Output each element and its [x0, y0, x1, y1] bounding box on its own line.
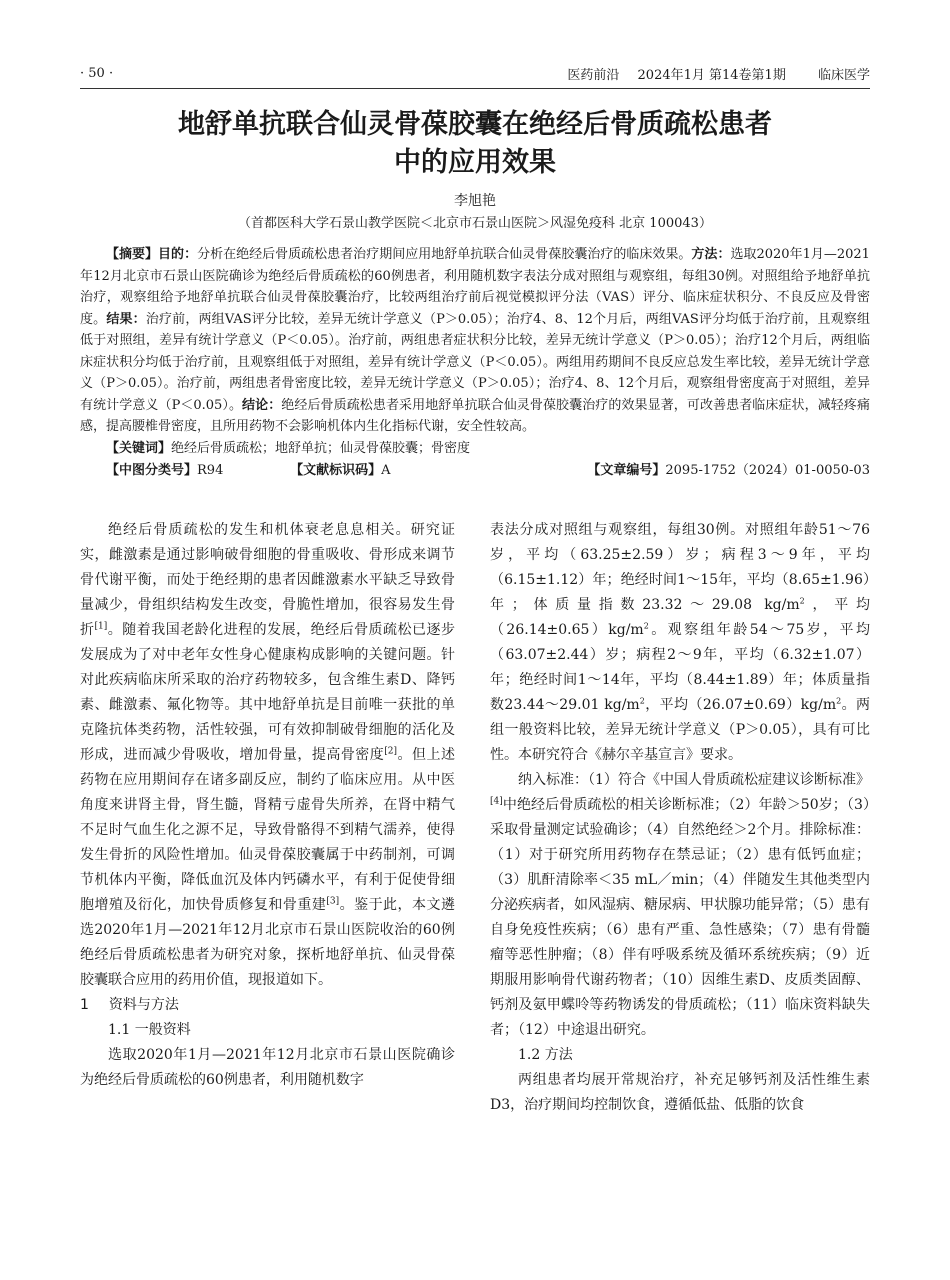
- page-number: · 50 ·: [80, 65, 114, 81]
- conclusion-label: 结论：: [242, 397, 282, 413]
- objective-text: 分析在绝经后骨质疏松患者治疗期间应用地舒单抗联合仙灵骨葆胶囊治疗的临床效果。: [197, 247, 692, 262]
- superscript-2: 2: [836, 696, 842, 706]
- article-no-value: 2095-1752（2024）01-0050-03: [665, 463, 870, 478]
- citation-2[interactable]: [2]: [384, 746, 398, 757]
- general-info-paragraph: 选取2020年1月—2021年12月北京市石景山医院确诊为绝经后骨质疏松的60例患者，利用随机数字: [80, 1047, 455, 1088]
- article-no-label: 【文章编号】: [587, 463, 666, 478]
- doc-code-label: 【文献标识码】: [290, 463, 382, 478]
- affiliation: （首都医科大学石景山教学医院＜北京市石景山医院＞风湿免疫科 北京 100043）: [238, 216, 712, 231]
- journal-name: 医药前沿: [567, 67, 620, 83]
- citation-4[interactable]: [4]: [490, 796, 503, 807]
- issue-info: 2024年1月 第14卷第1期: [637, 67, 786, 83]
- author: 李旭艳: [454, 193, 496, 209]
- abstract: [80, 244, 870, 482]
- keywords-text: 绝经后骨质疏松；地舒单抗；仙灵骨葆胶囊；骨密度: [171, 440, 471, 456]
- doc-code-value: A: [381, 463, 391, 478]
- intro-text-1: 绝经后骨质疏松的发生和机体衰老息息相关。研究证实，雌激素是通过影响破骨细胞的骨重吸收、骨形成来调节骨代谢平衡，而处于绝经期的患者因雌激素水平缺乏导致骨量减少，骨组织结构发生改变，骨脆性增加，很容易发生骨折: [80, 522, 455, 638]
- demographics-text-4: ，平均（26.07±0.69）kg/m: [644, 697, 837, 713]
- header-rule: [80, 88, 870, 89]
- journal-info: [553, 64, 870, 83]
- keywords-label: 【关键词】: [106, 440, 172, 456]
- intro-paragraph: [80, 518, 455, 993]
- running-header: [80, 62, 870, 84]
- abstract-label: 【摘要】: [106, 247, 159, 262]
- methods-paragraph: 两组患者均展开常规治疗，补充足够钙剂及活性维生素D3，治疗期间均控制饮食，遵循低盐、低脂的饮食: [490, 1072, 870, 1113]
- article-number: [587, 460, 870, 482]
- clc-value: R94: [197, 463, 224, 478]
- demographics-text-2: ，平均（26.14±0.65）kg/m: [490, 597, 871, 638]
- demographics-text-3: 。观察组年龄54～75岁，平均（63.07±2.44）岁；病程2～9年，平均（6.32±1.07）年；绝经时间1～14年，平均（8.44±1.89）年；体质量指数23.44～29.01 kg/m: [490, 622, 870, 713]
- citation-3[interactable]: [3]: [326, 896, 340, 907]
- body-column-left: [80, 518, 455, 1093]
- doc-code: [290, 460, 390, 482]
- results-label: 结果：: [106, 311, 146, 327]
- results-text: 治疗前，两组VAS评分比较，差异无统计学意义（P＞0.05）；治疗4、8、12个月后，两组VAS评分均低于治疗前，且观察组低于对照组，差异有统计学意义（P＜0.05）。治疗前，两组患者症状积分比较，差异无统计学意义（P＞0.05）；治疗12个月后，两组临床症状积分均低于治疗前，且观察组低于对照组，差异有统计学意义（P＜0.05）。两组用药期间不良反应总发生率比较，差异无统计学意义（P＞0.05）。治疗前，两组患者骨密度比较，差异无统计学意义（P＞0.05）；治疗4、8、12个月后，观察组骨密度高于对照组，差异有统计学意义（P＜0.05）。: [80, 311, 870, 413]
- body-column-right: [490, 518, 870, 1118]
- objective-label: 目的：: [158, 247, 198, 262]
- article-title: [80, 106, 870, 182]
- superscript-2: 2: [799, 596, 805, 606]
- citation-1[interactable]: [1]: [94, 621, 108, 632]
- title-line-2: 中的应用效果: [394, 147, 556, 178]
- section-number: 1: [80, 997, 89, 1013]
- methods-text: 选取2020年1月—2021年12月北京市石景山医院确诊为绝经后骨质疏松的60例患者，利用随机数字表法分成对照组与观察组，每组30例。对照组给予地舒单抗治疗，观察组给予地舒单抗联合仙灵骨葆胶囊治疗，比较两组治疗前后视觉模拟评分法（VAS）评分、临床症状积分、不良反应及骨密度。: [80, 247, 870, 327]
- demographics-text-1: 表法分成对照组与观察组，每组30例。对照组年龄51～76岁，平均（63.25±2.59）岁；病程3～9年，平均（6.15±1.12）年；绝经时间1～15年，平均（8.65±1.96）年；体质量指数23.32～29.08 kg/m: [490, 522, 870, 613]
- abstract-body: [80, 244, 870, 438]
- criteria-paragraph: [490, 768, 870, 1043]
- intro-text-4: 。鉴于此，本文遴选2020年1月—2021年12月北京市石景山医院收治的60例绝经后骨质疏松患者为研究对象，探析地舒单抗、仙灵骨葆胶囊联合应用的药用价值，现报道如下。: [80, 897, 456, 988]
- clc-label: 【中图分类号】: [106, 463, 198, 478]
- general-info-continued: [490, 518, 870, 768]
- superscript-2: 2: [639, 696, 645, 706]
- criteria-text-1: 纳入标准：（1）符合《中国人骨质疏松症建议诊断标准》: [518, 772, 870, 788]
- methods-label: 方法：: [691, 247, 731, 262]
- section-name: 临床医学: [817, 67, 870, 83]
- conclusion-text: 绝经后骨质疏松患者采用地舒单抗联合仙灵骨葆胶囊治疗的效果显著，可改善患者临床症状，减轻疼痛感，提高腰椎骨密度，且所用药物不会影响机体内生化指标代谢，安全性较高。: [80, 397, 870, 434]
- demographics-text-5: 。两组一般资料比较，差异无统计学意义（P＞0.05），具有可比性。本研究符合《赫尔辛基宣言》要求。: [490, 697, 871, 763]
- clc: [106, 460, 223, 482]
- keywords: [80, 438, 870, 460]
- criteria-text-2: 中绝经后骨质疏松的相关诊断标准；（2）年龄＞50岁；（3）采取骨量测定试验确诊；（4）自然绝经＞2个月。排除标准：（1）对于研究所用药物存在禁忌证；（2）患有低钙血症；（3）肌酐清除率＜35 mL／min；（4）伴随发生其他类型内分泌疾病者，如风湿病、糖尿病、甲状腺功能异常；（5）患有自身免疫性疾病；（6）患有严重、急性感染；（7）患有骨髓瘤等恶性肿瘤；（8）伴有呼吸系统及循环系统疾病；（9）近期服用影响骨代谢药物者；（10）因维生素D、皮质类固醇、钙剂及氨甲蝶呤等药物诱发的骨质疏松；（11）临床资料缺失者；（12）中途退出研究。: [490, 797, 870, 1038]
- section-heading-1: [80, 993, 455, 1018]
- title-line-1: 地舒单抗联合仙灵骨葆胶囊在绝经后骨质疏松患者: [178, 109, 772, 140]
- section-title: 资料与方法: [108, 997, 179, 1013]
- subsection-heading-1-2: 1.2 方法: [518, 1047, 573, 1063]
- superscript-2: 2: [643, 621, 649, 631]
- subsection-heading-1-1: 1.1 一般资料: [108, 1022, 191, 1038]
- classification-row: [80, 460, 870, 482]
- intro-text-2: 。随着我国老龄化进程的发展，绝经后骨质疏松已逐步发展成为了对中老年女性身心健康构成影响的关键问题。针对此疾病临床所采取的治疗药物较多，包含维生素D、降钙素、雌激素、氟化物等。其中地舒单抗是目前唯一获批的单克隆抗体类药物，活性较强，可有效抑制破骨细胞的活化及形成，进而减少骨吸收，增加骨量，提高骨密度: [80, 622, 456, 763]
- intro-text-3: 。但上述药物在应用期间存在诸多副反应，制约了临床应用。从中医角度来讲肾主骨，肾生髓，肾精亏虚骨失所养，在肾中精气不足时气血生化之源不足，导致骨骼得不到精气濡养，使得发生骨折的风险性增加。仙灵骨葆胶囊属于中药制剂，可调节机体内平衡，降低血沉及体内钙磷水平，有利于促使骨细胞增殖及衍化，加快骨质修复和骨重建: [80, 747, 456, 913]
